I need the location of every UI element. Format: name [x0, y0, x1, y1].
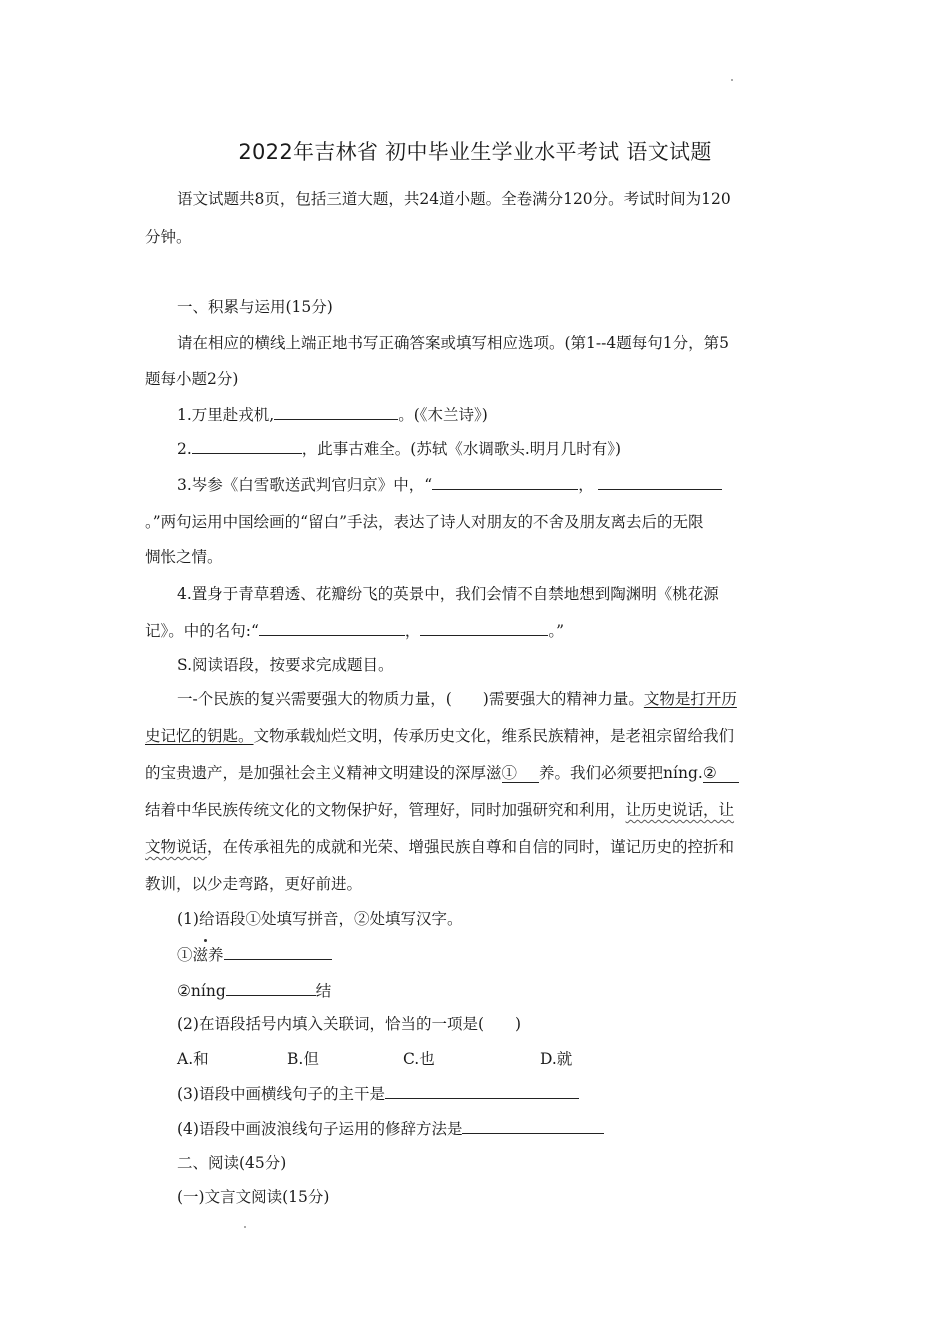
sub-question-3: [177, 1083, 579, 1105]
passage-text: 一-个民族的复兴需要强大的物质力量，( )需要强大的精神力量。: [177, 690, 644, 708]
q1-prefix: 1.万里赴戎机,: [177, 406, 275, 424]
sub-question-1: (1)给语段①处填写拼音，②处填写汉字。: [177, 910, 463, 928]
passage-line-4: [145, 799, 734, 821]
passage-line-1: [177, 688, 737, 710]
underlined-sentence-part-2: 史记忆的钥匙。: [145, 727, 254, 745]
passage-line-3: [145, 762, 739, 784]
q4-answer-blank-2[interactable]: [420, 620, 548, 636]
wavy-sentence-part-1: 让历史说话，让: [625, 801, 735, 819]
section1-instruction-2: 题每小题2分): [145, 370, 239, 388]
question-1: [177, 404, 488, 426]
sub3-text: (3)语段中画横线句子的主干是: [177, 1085, 385, 1103]
sub-question-4: [177, 1118, 604, 1140]
sub4-text: (4)语段中画波浪线句子运用的修辞方法是: [177, 1120, 463, 1138]
blank-marker-1: ①: [502, 764, 540, 783]
sub4-answer-blank[interactable]: [462, 1118, 604, 1134]
section2-sub-heading: (一)文言文阅读(15分): [177, 1188, 330, 1206]
sub-question-1-b: [177, 980, 331, 1002]
question-3: [177, 474, 722, 496]
q3-prefix: 3.岑参《白雪歌送武判官归京》中，“: [177, 476, 433, 494]
emphasis-dot: [204, 939, 207, 942]
question-3-line-3: 惆怅之情。: [145, 548, 223, 566]
sub1-b-prefix: ②níng: [177, 982, 226, 1000]
question-3-line-2: 。”两句运用中国绘画的“留白”手法，表达了诗人对朋友的不舍及朋友离去后的无限: [145, 513, 704, 531]
option-b[interactable]: B.但: [287, 1050, 319, 1068]
passage-line-5: [145, 836, 734, 858]
sub-question-2: (2)在语段括号内填入关联词，恰当的一项是( ): [177, 1015, 522, 1033]
sub1-a-label: ①滋养: [177, 946, 224, 964]
section2-heading: 二、阅读(45分): [177, 1154, 287, 1172]
section1-instruction-1: 请在相应的横线上端正地书写正确答案或填写相应选项。(第1--4题每句1分，第5: [177, 334, 729, 352]
passage-text: 养。我们必须要把: [539, 764, 664, 782]
page-title: 2022年吉林省 初中毕业生学业水平考试 语文试题: [238, 140, 712, 164]
sub1-b-suffix: 结: [315, 982, 332, 1000]
question-4-line-1: 4.置身于青草碧透、花瓣纷飞的英景中，我们会情不自禁地想到陶渊明《桃花源: [177, 585, 719, 603]
sub1-a-answer-blank[interactable]: [224, 944, 332, 960]
passage-text: 的宝贵遗产，是加强社会主义精神文明建设的深厚滋: [145, 764, 502, 782]
passage-text: 文物承载灿烂文明，传承历史文化，维系民族精神，是老祖宗留给我们: [253, 727, 735, 745]
passage-text: ，在传承祖先的成就和光荣、增强民族自尊和自信的同时，谨记历史的控折和: [207, 838, 735, 856]
q1-answer-blank[interactable]: [274, 404, 398, 420]
q2-answer-blank[interactable]: [192, 438, 302, 454]
q1-suffix: 。(《木兰诗》): [398, 406, 488, 424]
question-2: [177, 438, 621, 460]
q3-answer-blank-2[interactable]: [598, 474, 722, 490]
intro-line-2: 分钟。: [145, 228, 192, 246]
option-a[interactable]: A.和: [177, 1050, 209, 1068]
scan-speck: [731, 79, 733, 81]
q4-answer-blank-1[interactable]: [259, 620, 405, 636]
q4-comma: ，: [404, 622, 421, 640]
option-c[interactable]: C.也: [403, 1050, 435, 1068]
question-5-heading: S.阅读语段，按要求完成题目。: [177, 656, 394, 674]
passage-line-6: 教训，以少走弯路，更好前进。: [145, 875, 363, 893]
q4-prefix: 记》。中的名句:“: [145, 622, 259, 640]
sub-question-1-a: [177, 944, 332, 966]
passage-line-2: [145, 725, 734, 747]
blank-marker-2: ②: [703, 764, 739, 783]
q3-answer-blank-1[interactable]: [432, 474, 578, 490]
sub1-b-answer-blank[interactable]: [226, 980, 316, 996]
q3-comma: ，: [578, 476, 594, 494]
q2-prefix: 2.: [177, 440, 192, 458]
passage-text: 结着中华民族传统文化的文物保护好，管理好，同时加强研究和利用，: [145, 801, 626, 819]
q2-suffix: ，此事古难全。(苏轼《水调歌头.明月几时有》): [301, 440, 622, 458]
wavy-sentence-part-2: 文物说话: [145, 838, 208, 856]
intro-line-1: 语文试题共8页，包括三道大题，共24道小题。全卷满分120分。考试时间为120: [177, 190, 731, 208]
scan-speck: [244, 1226, 246, 1228]
option-d[interactable]: D.就: [540, 1050, 573, 1068]
q4-end: 。”: [548, 622, 565, 640]
section1-heading: 一、积累与运用(15分): [177, 298, 333, 316]
underlined-sentence-part-1: 文物是打开历: [643, 690, 737, 708]
pinyin-ning: níng.: [663, 764, 703, 782]
sub3-answer-blank[interactable]: [385, 1083, 579, 1099]
question-4-line-2: [145, 620, 564, 642]
